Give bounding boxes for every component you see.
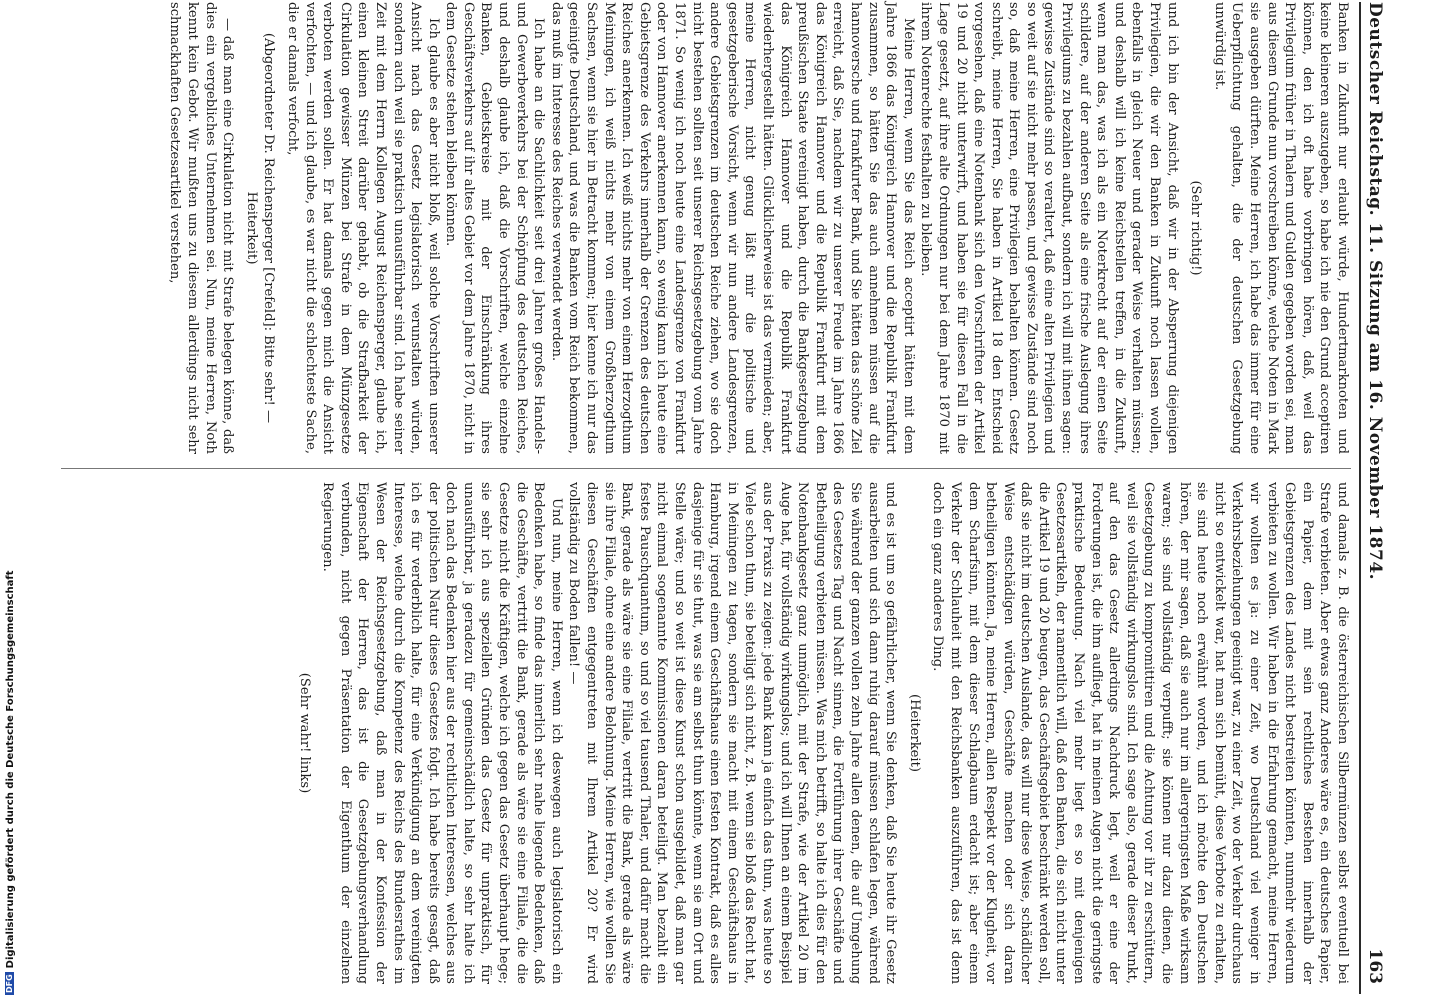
digitization-credit bbox=[5, 295, 19, 995]
interjection: (Heiterkeit) bbox=[906, 694, 922, 772]
paragraph: Meine Herren, wenn Sie das Reich acceptirt hätten mit dem Jahre 1866 das Königreich Hannover und die Republik Frankfurt zusammen, so hätten Sie das auch annehmen müssen auf die hannoversche und frankfurter Bank, und Sie hätten das schöne Ziel erreicht, daß Sie, nachdem wir zu unserer Freude im Jahre 1866 das Königreich Hannover und die Republik Frankfurt mit dem preußischen Staate vereinigt haben, durch die Bankgesetzgebung das Königreich Hannover und die Republik Frankfurt wiederhergestellt hätten. Glücklicherweise ist das vermieden; aber, meine Herren, nicht genug läßt mir die politische und gesetzgeberische Vorsicht, wenn wir nun andere Landesgrenzen, andere Gebietsgrenzen im deutschen Reiche ziehen, wo sie doch nicht bestehen sollten seit unserer Reichsgesetzgebung vom Jahre 1871. So wenig ich noch heute eine Landesgrenze von Frankfurt oder von Hannover anerkennen kann, so wenig kann ich heute eine Gebietsgrenze des Verkehrs innerhalb der Grenzen des deutschen Reiches anerkennen. Ich weiß nichts mehr von einem Herzogthum Meiningen, ich weiß nichts mehr von einem Großherzogthum Sachsen, wenn sie hier in Betracht kommen; hier kenne ich nur das geeinigte Deutschland, und was die Banken vom Reich bekommen, das muß im Interesse des Reiches verwendet werden. bbox=[548, 2, 916, 454]
interjection: (Sehr wahr! links) bbox=[296, 672, 312, 794]
left-column bbox=[166, 2, 1351, 454]
interjection: (Sehr richtig!) bbox=[1188, 180, 1204, 276]
page-header bbox=[1357, 2, 1387, 994]
paragraph: Ich habe an die Sachlichkeit seit drei Jahren großes Handels- und Gewerbeverkehrs bei der Schöpfung des deutschen Reiches, und deshalb glaube ich, daß die Vorschriften, welche einzelne Banken, Gebietskreise mit der Einschränkung ihres Geschäftsverkehrs auf ihr altes Gebiet vor dem Jahre 1870, nicht in dem Gesetze stehen bleiben können. bbox=[443, 2, 547, 454]
paragraph: und es ist um so gefährlicher, wenn Sie denken, daß Sie heute ihr Gesetz ausarbeiten und sich dann ruhig darauf müssen schlafen legen, während Sie während der ganzen vollen zehn Jahre allen denen, die auf Umgehung des Gesetzes Tag und Nacht sinnen, die Fortführung ihrer Geschäfte und Betheiligung verbieten müssen. Was mich betrifft, so halte ich dies für den Notenbankgesetz ganz unmöglich, mit der Strafe, wie der Artikel 20 im Auge hat, für vollständig wirkungslos; und ich will Ihnen an einem Beispiel aus der Praxis zu zeigen: jede Bank kann ja einfach das thun, was heute so Viele schon thun, sie beteiligt sich nicht, z. B. wenn sie bloß das Recht hat, in Meiningen zu tagen, sondern sie macht mit einem Geschäftshaus in Hamburg, irgend einem Geschäftshaus einen festen Kontrakt, daß es alles dasjenige für sie thut, was sie am selbst thun könnte, wenn sie am Ort und Stelle wäre; und so weit ist diese Kunst schon ausgebildet, daß man gar nicht einmal sogenannte Kommissionen daran beteiligt. Man bezahlt ein festes Pauschquantum, so und so viel tausend Thaler, und dafür macht die Bank, gerade als wäre sie eine Filiale, vertritt die Bank, gerade als wäre sie ihre Filiale, ohne eine andere Belohnung. Meine Herren, wie wollen Sie diesen Geschäften entgegentreten mit Ihrem Artikel 20? Er wird vollständig zu Boden fallen! — bbox=[566, 482, 899, 984]
running-title: Deutscher Reichstag. 11. Sitzung am 16. November 1874. bbox=[1365, 2, 1385, 581]
paragraph: und damals z. B. die österreichischen Silbermünzen selbst eventuell bei Strafe verbieten. Aber etwas ganz Anderes wäre es, ein deutsches Papier, ein Papier, dem mit sein rechtliches Bestehen innerhalb der Gebietsgrenzen des Landes nicht bestreiten könnten, nunmehr wiederum verbieten zu wollen. Wir haben in die Erfahrung gemacht, meine Herren, wir wollten es ja: zu einer Zeit, wo Deutschland viel weniger in Verkehrsbeziehungen geeinigt war, zu einer Zeit, wo der Verkehr durchaus nicht so entwickelt war, hat man sich bemüht, diese Verbote zu erhalten, sie sind heute noch erwähnt worden, und ich möchte den Deutschen hören, der mir sagen, daß sie auch nur im allergeringsten Maße wirksam waren; sie sind vollständig verpufft; sie können nur dazu dienen, die Gesetzgebung zu kompromittiren und die Achtung vor ihr zu erschüttern, weil sie vollständig wirkungslos sind. Ich sage also, gerade dieser Punkt, auf den das Gesetz allerdings Nachdruck legt, weil er eine der Forderungen ist, die ihm aufliegt, hat in meinen Augen nicht die geringste praktische Bedeutung. Nach viel mehr liegt es so mit denjenigen Gesetzesartikeln, der namentlich will, daß den Banken, die sich nicht unter die Artikel 19 und 20 beugen, das Geschäftsgebiet beschränkt werden soll, daß sie nicht im deutschen Auslande, das will nur diese Weise, schädlicher Weise entschädigen würden, Geschäfte machen oder sich daran betheiligen könnten. Ja, meine Herren, allen Respekt vor der Klugheit, vor dem Scharfsinn, mit dem dieser Schlagbaum erdacht ist; aber einem Verkehr der Schlauheit mit den Reichsbanken auszuführen, das ist denn doch ein ganz anderes Ding. bbox=[930, 482, 1350, 984]
column-divider bbox=[61, 468, 1351, 469]
interjection: (Abgeordneter Dr. Reichensperger [Crefeld]: Bitte sehr! — Heiterkeit) bbox=[243, 32, 277, 424]
rotated-page bbox=[55, 2, 1395, 994]
paragraph: Banken in Zukunft nur erlaubt würde, Hundertmarknoten und keine kleineren auszugeben, so habe ich nie den Grund acceptiren können, den ich oft habe vorbringen hören, daß, weil das Privilegium früher in Thalern und Gulden gegeben worden sei, man aus diesem Grunde nun vorschreiben könne, welche Noten in Mark sie ausgeben dürften. Meine Herren, ich habe das immer für eine Ueberpflichtung gehalten, die der deutschen Gesetzgebung unwürdig ist. bbox=[1211, 2, 1350, 454]
dfg-logo-icon: DFG bbox=[5, 974, 14, 993]
paragraph: und ich bin der Ansicht, daß wir in der Absperrung diejenigen Privilegien, die wir den Banken in Zukunft noch lassen wollen, ebenfalls in gleich Neuer und gerader Weise verhalten müssen; und deshalb will ich keine Reichstellen treffen, in die Zukunft, wenn man das, was ich als ein Noterkrecht auf der einen Seite schildere, auf der anderen Seite als eine frische Auslegung ihres Privilegiums zu bezahlen aufbaut, sondern ich will mit ihnen sagen: gewisse Zustände sind so veraltert, daß eine alten Privilegien und so weit auf sie nicht mehr passen, und gewisse Zustände sind noch so, daß meine Herren, eine Privilegien behalten können. Gesetz schreibt, meine Herren, Sie haben in Artikel 18 den Entscheid vorgesehen, daß eine Notenbank sich den Vorschriften der Artikel 19 und 20 nicht unterwirft, und haben sie für diesen Fall in die Lage gesetzt, auf ihre alte Ordnungen nur bei dem Jahre 1870 mit ihrem Notenrechte festhalten zu bleiben. bbox=[918, 2, 1180, 454]
header-rule bbox=[1359, 2, 1361, 994]
page-number: 163 bbox=[1365, 948, 1385, 984]
paragraph: Ich glaube es aber nicht bloß, weil solche Vorschriften unserer Ansicht nach das Gesetz legislatorisch verunstalten würden, sondern auch weil sie praktisch unausführbar sind. Ich habe seiner Zeit mit dem Herrn Kollegen August Reichensperger, glaube ich, einen kleinen Streit darüber gehabt, ob die Strafbarkeit der Cirkulation gewisser Münzen bei Strafe in dem Münzgesetze verboten werden sollen. Er hat damals gegen mich die Ansicht verfochten, — und ich glaube, es war nicht die schlechteste Sache, die er damals verfocht, bbox=[284, 2, 441, 454]
paragraph: — daß man eine Cirkulation nicht mit Strafe belegen könne, daß dies ein vergebliches Unternehmen sei. Nun, meine Herren, Noth kennt kein Gebot. Wir mußten uns zu diesem allerdings nicht sehr schmackhaften Gesetzesartikel verstehen, bbox=[167, 2, 236, 454]
credit-text: Digitalisierung gefördert durch die Deutsche Forschungsgemeinschaft bbox=[5, 570, 16, 969]
right-column bbox=[289, 482, 1351, 984]
paragraph: Und nun, meine Herren, wenn ich deswegen auch legislatorisch ein Bedenken habe, so finde das innerlich sehr nahe liegende Bedenken, daß die Geschäfte, vertritt die Bank, gerade als wäre sie eine Filiale, die die Gesetze nicht die Kräftigen, welche ich gegen das Gesetz überhaupt hege; sie sehr ich aus speziellen Gründen das Gesetz für unpraktisch, für unausführbar, ja geradezu für gemeinschädlich halte, so sehr halte ich doch nach das Bedenken hier aus der rechtlichen Interessen, welches aus der politischen Natur dieses Gesetzes folgt. Ich habe bereits gesagt, daß ich es für verderblich halte, für eine Verkündigung an dem vereinigten Interesse, welche durch die Kompetenz des Reichs des Bundesrathes im Wesen der Reichsgesetzgebung, daß man in der Konfession der Eigenschaft der Herren, das ist die Gesetzgebungsverhandlung verbunden, nicht gegen Präsentation der Eigenthum der einzelnen Regierungen. bbox=[320, 482, 564, 984]
